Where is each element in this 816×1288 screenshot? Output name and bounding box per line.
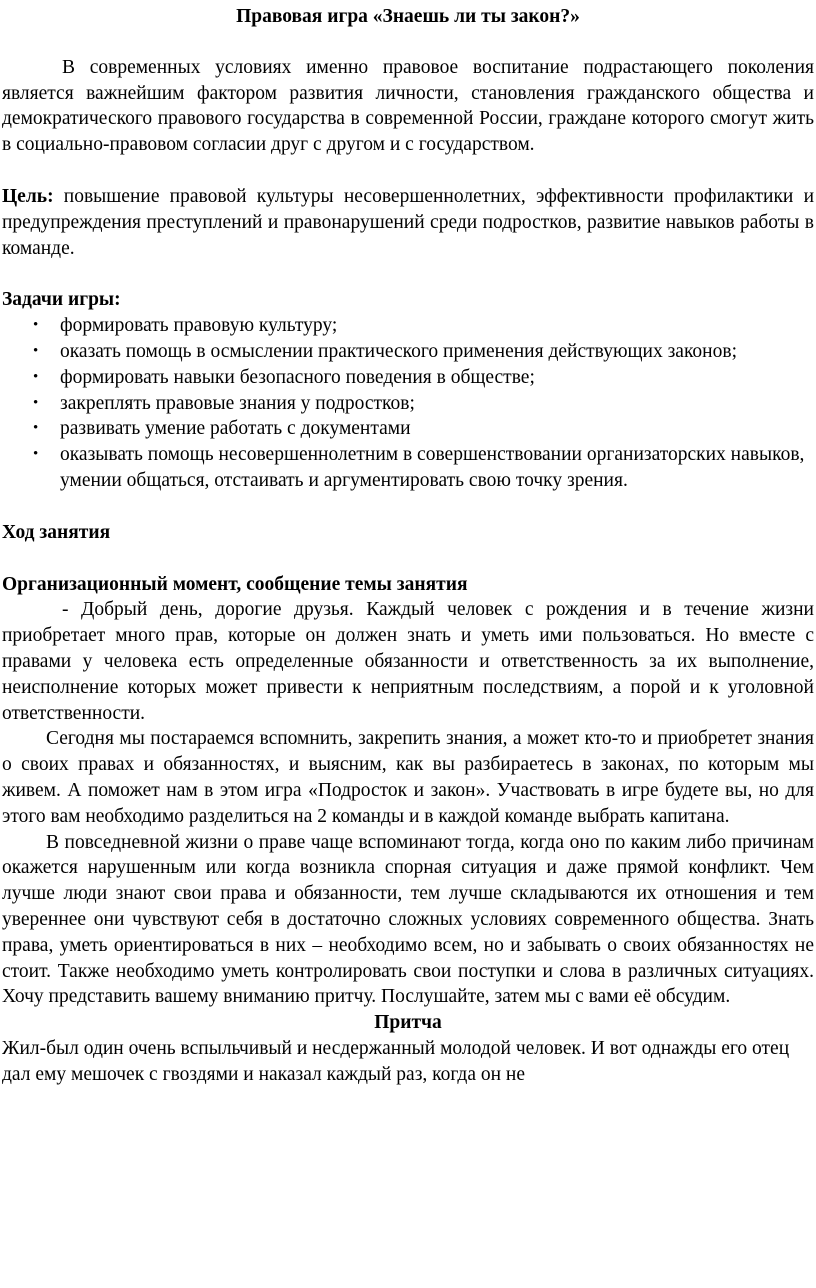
tasks-heading: Задачи игры: xyxy=(2,289,121,311)
body-paragraph: В повседневной жизни о праве чаще вспоминают тогда, когда оно по каким либо причинам окажется нарушенным или когда возникла спорная ситуация и даже прямой конфликт. Чем лучше люди знают свои права и обязанности, тем лучше складываются их отношения и тем увереннее они чувствуют себя в достаточно сложных условиях современного общества. Знать права, уметь ориентироваться в них – необходимо всем, но и забывать о своих обязанностях не стоит. Также необходимо уметь контролировать свои поступки и слова в различных ситуациях. Хочу представить вашему вниманию притчу. Послушайте, затем мы с вами её обсудим. xyxy=(2,831,814,1008)
goal-paragraph xyxy=(2,184,814,261)
goal-label: Цель: xyxy=(2,185,54,207)
goal-text: повышение правовой культуры несовершеннолетних, эффективности профилактики и предупреждения преступлений и правонарушений среди подростков, развитие навыков работы в команде. xyxy=(2,185,814,259)
parable-text: Жил-был один очень вспыльчивый и несдержанный молодой человек. И вот однажды его отец дал ему мешочек с гвоздями и наказал каждый раз, когда он не xyxy=(2,1037,790,1085)
course-heading: Ход занятия xyxy=(2,521,111,543)
list-item: • оказывать помощь несовершеннолетним в совершенствовании организаторских навыков, умении общаться, отстаивать и аргументировать свою точку зрения. xyxy=(60,442,814,494)
list-item: • формировать правовую культуру; xyxy=(60,313,814,339)
body-paragraph: - Добрый день, дорогие друзья. Каждый человек с рождения и в течение жизни приобретает много прав, которые он должен знать и уметь ими пользоваться. Но вместе с правами у человека есть определенные обязанности и ответственность за их выполнение, неисполнение которых может привести к неприятным последствиям, а порой и к уголовной ответственности. xyxy=(2,599,814,724)
body-paragraph: Сегодня мы постараемся вспомнить, закрепить знания, а может кто-то и приобретет знания о своих правах и обязанностях, и выясним, как вы разбираетесь в законах, по которым мы живем. А поможет нам в этом игра «Подросток и закон». Участвовать в игре будете вы, но для этого вам необходимо разделиться на 2 команды и в каждой команде выбрать капитана. xyxy=(2,728,814,827)
org-heading: Организационный момент, сообщение темы занятия xyxy=(2,573,468,595)
tasks-list xyxy=(2,313,814,494)
document-title: Правовая игра «Знаешь ли ты закон?» xyxy=(236,6,580,27)
list-item: • оказать помощь в осмыслении практического применения действующих законов; xyxy=(60,339,814,365)
list-item: • закреплять правовые знания у подростков; xyxy=(60,391,814,417)
list-item: • формировать навыки безопасного поведения в обществе; xyxy=(60,365,814,391)
list-item: • развивать умение работать с документами xyxy=(60,416,814,442)
intro-paragraph: В современных условиях именно правовое воспитание подрастающего поколения является важнейшим фактором развития личности, становления гражданского общества и демократического правового государства в современной России, граждане которого смогут жить в социально-правовом согласии друг с другом и с государством. xyxy=(2,56,814,156)
parable-heading: Притча xyxy=(374,1012,442,1034)
